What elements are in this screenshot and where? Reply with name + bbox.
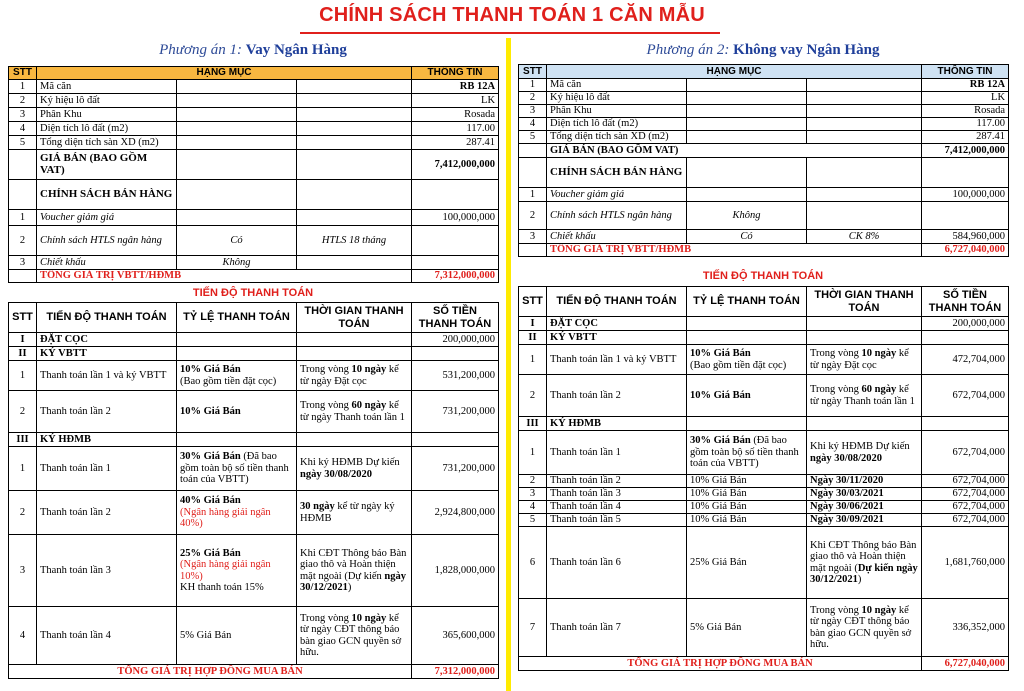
table-row: 3 Thanh toán lần 3 10% Giá Bán Ngày 30/03/2021 672,704,000: [519, 488, 1009, 501]
table-row: 3 Thanh toán lần 3 25% Giá Bán (Ngân hàng giải ngân 10%) KH thanh toán 15% Khi CĐT Thông báo Bàn giao thô và Hoàn thiện mặt ngoài (Dự kiến ngày 30/12/2021) 1,828,000,000: [9, 535, 499, 607]
section-row: II KÝ VBTT: [519, 331, 1009, 345]
table-row: 3 Chiết khấu Không: [9, 256, 499, 270]
table-row: 1 Mã căn RB 12A: [519, 79, 1009, 92]
sched-header-ratio: TỶ LỆ THANH TOÁN: [177, 303, 297, 333]
price-label: GIÁ BÁN (BAO GỒM VAT): [37, 150, 177, 180]
plan-1-prefix: Phương án 1:: [159, 42, 242, 58]
table-row: 2 Chính sách HTLS ngân hàng Không: [519, 202, 1009, 230]
info-header-item: HẠNG MỤC: [37, 67, 412, 80]
sched-header-amount: SỐ TIỀN THANH TOÁN: [922, 287, 1009, 317]
sched-header-stt: STT: [9, 303, 37, 333]
info-header-info: THÔNG TIN: [412, 67, 499, 80]
table-row: 1 Thanh toán lần 1 và ký VBTT 10% Giá Bán (Bao gồm tiền đặt cọc) Trong vòng 10 ngày kể từ ngày Đặt cọc 531,200,000: [9, 361, 499, 391]
table-row: 2 Thanh toán lần 2 40% Giá Bán (Ngân hàng giải ngân 40%) 30 ngày kể từ ngày ký HĐMB 2,924,800,000: [9, 491, 499, 535]
table-row: 4 Thanh toán lần 4 10% Giá Bán Ngày 30/06/2021 672,704,000: [519, 501, 1009, 514]
table-row: 4 Diện tích lô đất (m2) 117.00: [519, 118, 1009, 131]
table-row: 5 Thanh toán lần 5 10% Giá Bán Ngày 30/09/2021 672,704,000: [519, 514, 1009, 527]
total-row: [9, 270, 499, 283]
contract-total-row: [519, 657, 1009, 671]
sched-header-time: THỜI GIAN THANH TOÁN: [297, 303, 412, 333]
section-row: III KÝ HĐMB: [519, 417, 1009, 431]
plan-1-schedule-title: TIẾN ĐỘ THANH TOÁN: [192, 287, 314, 299]
table-row: 4 Diện tích lô đất (m2) 117.00: [9, 122, 499, 136]
plan-1-name: Vay Ngân Hàng: [245, 42, 347, 58]
info-header-stt: STT: [519, 65, 547, 79]
policy-heading-row: [9, 180, 499, 210]
price-row: [519, 144, 1009, 158]
sched-header-amount: SỐ TIỀN THANH TOÁN: [412, 303, 499, 333]
plan-1-heading: [8, 42, 498, 62]
policy-label: CHÍNH SÁCH BÁN HÀNG: [37, 180, 177, 210]
plan-2-name: Không vay Ngân Hàng: [733, 42, 880, 58]
table-row: 2 Ký hiệu lô đất LK: [519, 92, 1009, 105]
table-row: 1 Thanh toán lần 1 30% Giá Bán (Đã bao gồm toàn bộ số tiền thanh toán của VBTT) Khi ký HĐMB Dự kiến ngày 30/08/2020 731,200,000: [9, 447, 499, 491]
plan-1-schedule-table: [8, 302, 499, 679]
sched-header-stt: STT: [519, 287, 547, 317]
section-row: II KÝ VBTT: [9, 347, 499, 361]
contract-total-value: 6,727,040,000: [922, 657, 1009, 671]
plan-2-schedule-table: [518, 286, 1009, 671]
contract-total-row: [9, 665, 499, 679]
section-row: III KÝ HĐMB: [9, 433, 499, 447]
table-row: 1 Voucher giảm giá 100,000,000: [9, 210, 499, 226]
table-row: 2 Thanh toán lần 2 10% Giá Bán Ngày 30/11/2020 672,704,000: [519, 475, 1009, 488]
total-label: TỔNG GIÁ TRỊ VBTT/HĐMB: [547, 244, 922, 257]
table-row: 5 Tổng diện tích sàn XD (m2) 287.41: [9, 136, 499, 150]
title-underline: [300, 32, 720, 34]
sched-header-progress: TIẾN ĐỘ THANH TOÁN: [547, 287, 687, 317]
deposit-row: I ĐẶT CỌC 200,000,000: [519, 317, 1009, 331]
deposit-row: I ĐẶT CỌC 200,000,000: [9, 333, 499, 347]
table-row: 2 Chính sách HTLS ngân hàng Có HTLS 18 tháng: [9, 226, 499, 256]
table-row: 3 Chiết khấu Có CK 8% 584,960,000: [519, 230, 1009, 244]
plan-2-heading: [518, 42, 1008, 62]
contract-total-label: TỔNG GIÁ TRỊ HỢP ĐỒNG MUA BÁN: [519, 657, 922, 671]
table-row: 3 Phân Khu Rosada: [9, 108, 499, 122]
total-label: TỔNG GIÁ TRỊ VBTT/HĐMB: [37, 270, 412, 283]
column-divider: [506, 38, 511, 691]
price-value: 7,412,000,000: [412, 150, 499, 180]
table-row: 3 Phân Khu Rosada: [519, 105, 1009, 118]
table-row: 2 Ký hiệu lô đất LK: [9, 94, 499, 108]
table-row: 2 Thanh toán lần 2 10% Giá Bán Trong vòng 60 ngày kể từ ngày Thanh toán lần 1 731,200,000: [9, 391, 499, 433]
sched-header-time: THỜI GIAN THANH TOÁN: [807, 287, 922, 317]
sched-header-progress: TIẾN ĐỘ THANH TOÁN: [37, 303, 177, 333]
info-header-info: THÔNG TIN: [922, 65, 1009, 79]
price-row: [9, 150, 499, 180]
policy-label: CHÍNH SÁCH BÁN HÀNG: [547, 158, 687, 188]
table-row: 7 Thanh toán lần 7 5% Giá Bán Trong vòng 10 ngày kể từ ngày CĐT thông báo bàn giao GCN quyền sở hữu. 336,352,000: [519, 599, 1009, 657]
info-header-item: HẠNG MỤC: [547, 65, 922, 79]
total-row: [519, 244, 1009, 257]
table-row: 1 Voucher giảm giá 100,000,000: [519, 188, 1009, 202]
plan-1-info-table: [8, 66, 499, 283]
sched-header-ratio: TỶ LỆ THANH TOÁN: [687, 287, 807, 317]
table-row: 4 Thanh toán lần 4 5% Giá Bán Trong vòng 10 ngày kể từ ngày CĐT thông báo bàn giao GCN quyền sở hữu. 365,600,000: [9, 607, 499, 665]
table-row: 1 Thanh toán lần 1 và ký VBTT 10% Giá Bán (Bao gồm tiền đặt cọc) Trong vòng 10 ngày kể từ ngày Đặt cọc 472,704,000: [519, 345, 1009, 375]
contract-total-value: 7,312,000,000: [412, 665, 499, 679]
info-header-stt: STT: [9, 67, 37, 80]
price-label: GIÁ BÁN (BAO GỒM VAT): [547, 144, 922, 158]
plan-2-info-table: [518, 64, 1009, 257]
policy-heading-row: [519, 158, 1009, 188]
table-row: 5 Tổng diện tích sàn XD (m2) 287.41: [519, 131, 1009, 144]
table-row: 6 Thanh toán lần 6 25% Giá Bán Khi CĐT Thông báo Bàn giao thô và Hoàn thiện mặt ngoài (Dự kiến ngày 30/12/2021) 1,681,760,000: [519, 527, 1009, 599]
table-row: 1 Thanh toán lần 1 30% Giá Bán (Đã bao gồm toàn bộ số tiền thanh toán của VBTT) Khi ký HĐMB Dự kiến ngày 30/08/2020 672,704,000: [519, 431, 1009, 475]
total-value: 6,727,040,000: [922, 244, 1009, 257]
page-title: CHÍNH SÁCH THANH TOÁN 1 CĂN MẪU: [319, 4, 705, 26]
table-row: 1 Mã căn RB 12A: [9, 80, 499, 94]
table-row: 2 Thanh toán lần 2 10% Giá Bán Trong vòng 60 ngày kể từ ngày Thanh toán lần 1 672,704,000: [519, 375, 1009, 417]
contract-total-label: TỔNG GIÁ TRỊ HỢP ĐỒNG MUA BÁN: [9, 665, 412, 679]
price-value: 7,412,000,000: [922, 144, 1009, 158]
plan-2-schedule-title: TIẾN ĐỘ THANH TOÁN: [702, 270, 824, 282]
total-value: 7,312,000,000: [412, 270, 499, 283]
plan-2-prefix: Phương án 2:: [646, 42, 730, 58]
